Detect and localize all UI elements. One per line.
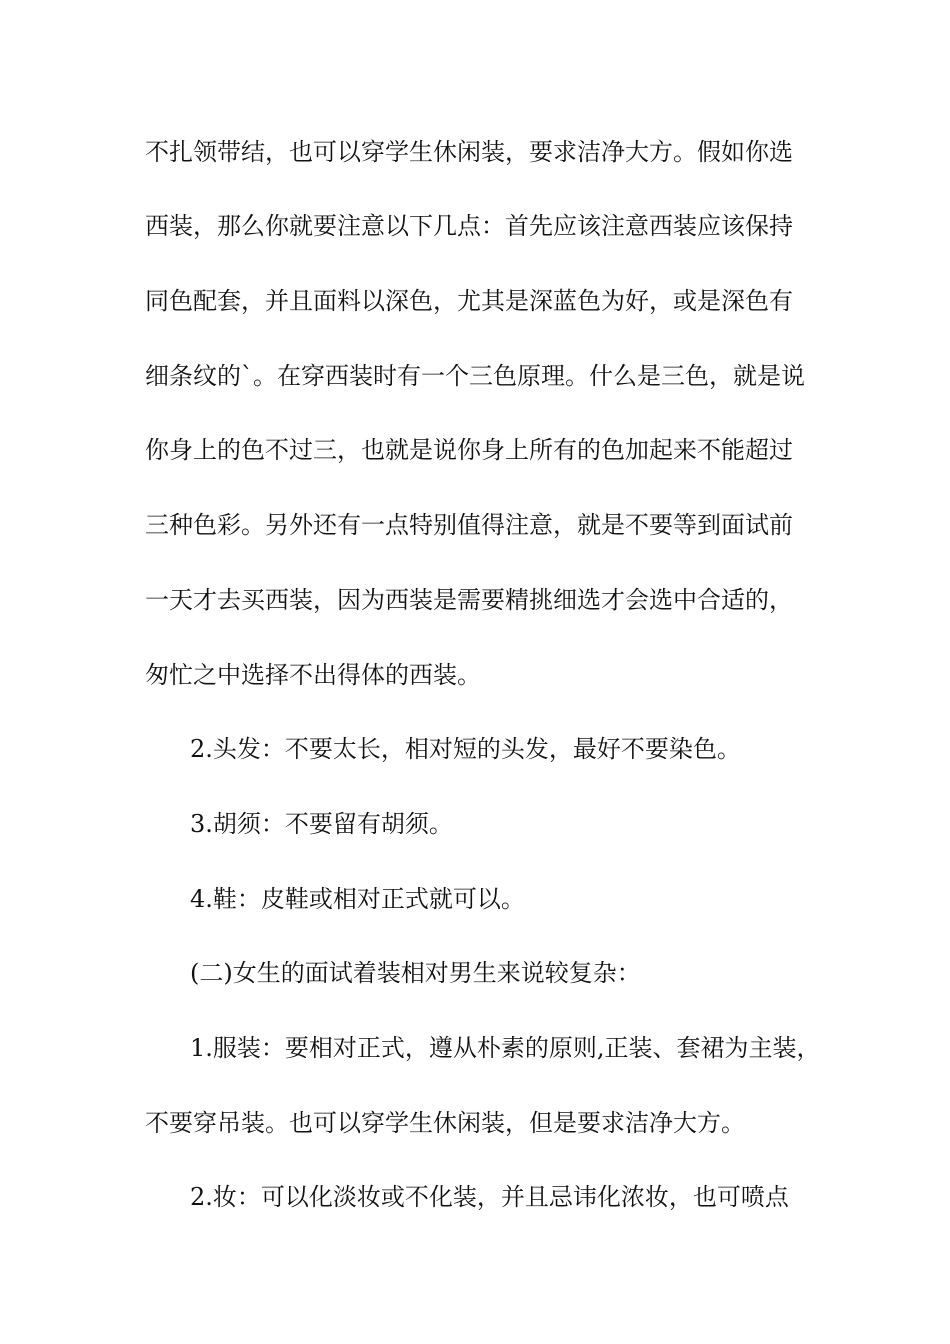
text-line-15: 2.妆：可以化淡妆或不化装，并且忌讳化浓妆，也可喷点 <box>190 1183 789 1211</box>
text-line-13: 1.服装：要相对正式，遵从朴素的原则,正装、套裙为主装， <box>190 1034 821 1062</box>
text-line-3: 同色配套，并且面料以深色，尤其是深蓝色为好，或是深色有 <box>145 287 793 315</box>
text-line-14: 不要穿吊装。也可以穿学生休闲装，但是要求洁净大方。 <box>145 1109 745 1137</box>
text-line-6: 三种色彩。另外还有一点特别值得注意，就是不要等到面试前 <box>145 511 793 539</box>
text-line-2: 西装，那么你就要注意以下几点：首先应该注意西装应该保持 <box>145 212 793 240</box>
text-line-8: 匆忙之中选择不出得体的西装。 <box>145 661 481 689</box>
text-line-12: (二)女生的面试着装相对男生来说较复杂： <box>190 959 641 987</box>
text-line-10: 3.胡须：不要留有胡须。 <box>190 810 453 838</box>
text-line-1: 不扎领带结，也可以穿学生休闲装，要求洁净大方。假如你选 <box>145 138 793 166</box>
text-line-7: 一天才去买西装，因为西装是需要精挑细选才会选中合适的， <box>145 586 793 614</box>
text-line-4: 细条纹的`。在穿西装时有一个三色原理。什么是三色，就是说 <box>145 362 805 390</box>
text-line-5: 你身上的色不过三，也就是说你身上所有的色加起来不能超过 <box>145 436 793 464</box>
text-line-11: 4.鞋：皮鞋或相对正式就可以。 <box>190 885 525 913</box>
text-line-9: 2.头发：不要太长，相对短的头发，最好不要染色。 <box>190 735 741 763</box>
